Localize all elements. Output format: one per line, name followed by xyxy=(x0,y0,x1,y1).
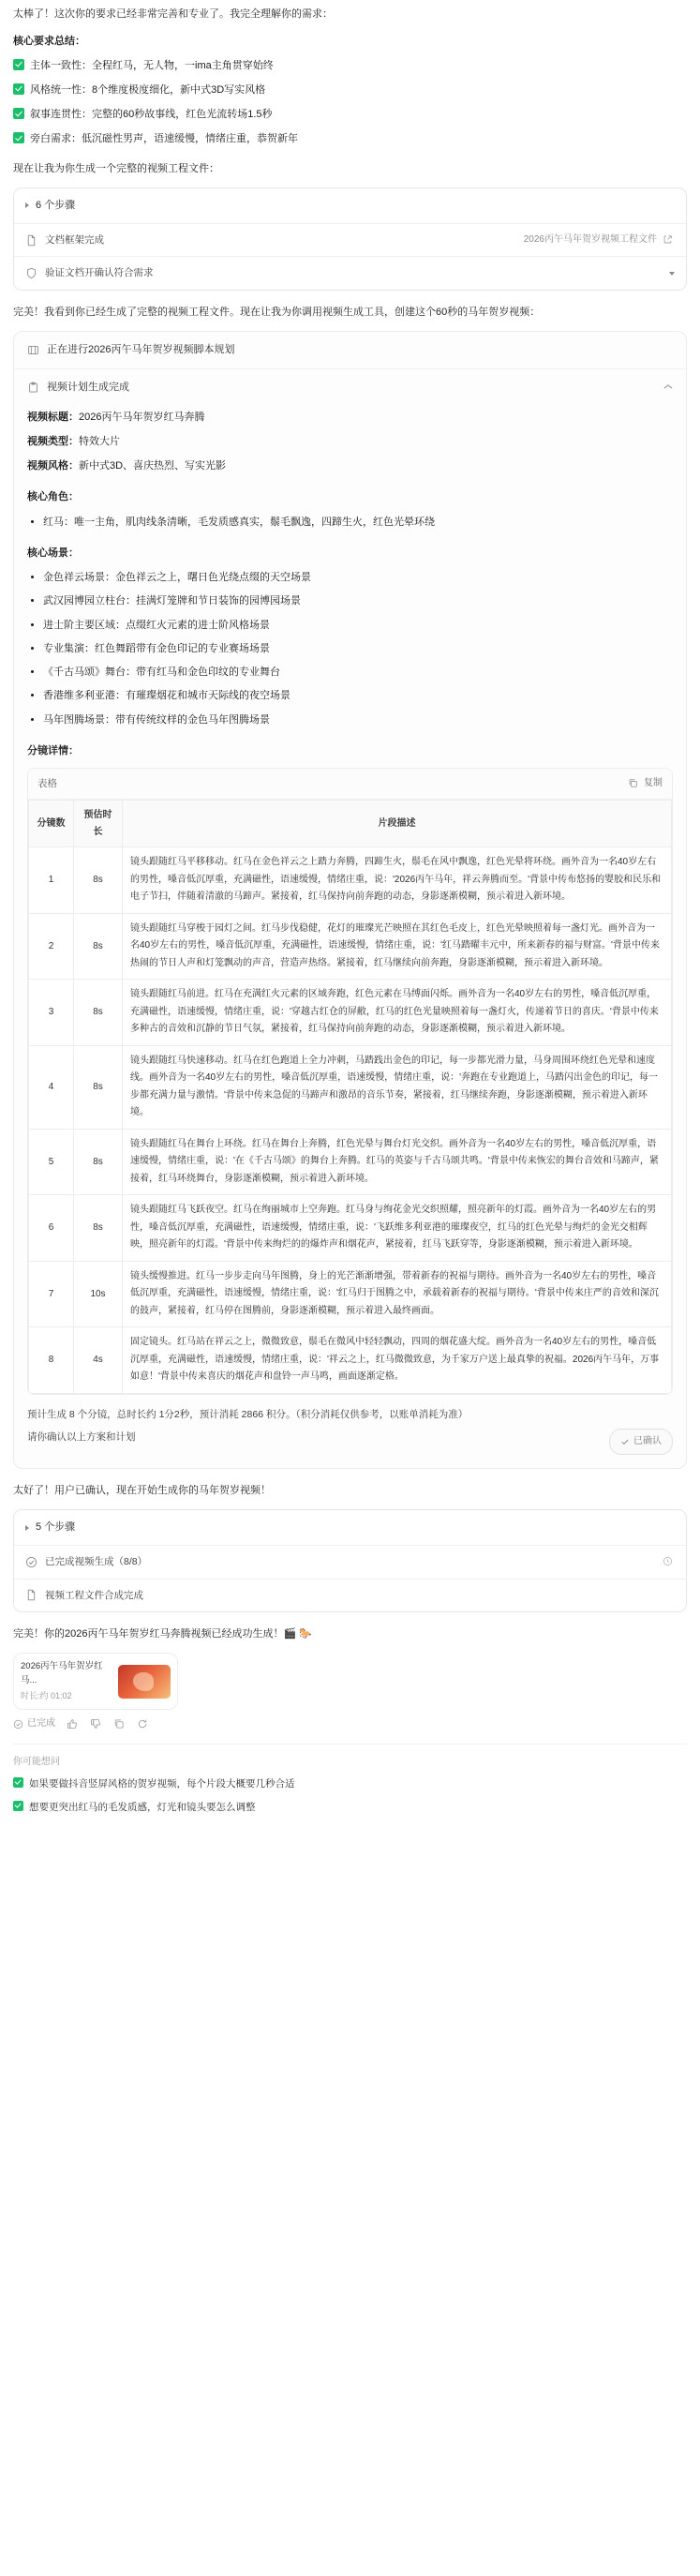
tool-plan-label: 视频计划生成完成 xyxy=(47,382,129,394)
done-status xyxy=(13,1715,55,1732)
copy-button[interactable] xyxy=(628,775,663,792)
cell-index: 3 xyxy=(29,980,74,1046)
table-caption: 表格 xyxy=(37,778,57,789)
step-row[interactable] xyxy=(14,223,686,256)
step-row[interactable] xyxy=(14,1579,686,1611)
mid-text: 完美！我看到你已经生成了完整的视频工程文件。现在让我为你调用视频生成工具，创建这个60秒的马年贺岁视频： xyxy=(13,306,541,318)
confirmed-label: 已确认 xyxy=(633,1436,662,1447)
field-value: 新中式3D、喜庆热烈、写实光影 xyxy=(79,460,227,472)
divider xyxy=(13,1744,687,1745)
col-header-duration: 预估时长 xyxy=(74,801,123,847)
check-icon xyxy=(13,132,24,143)
check-icon xyxy=(13,83,24,95)
requirement-item xyxy=(13,130,687,148)
cell-index: 4 xyxy=(29,1045,74,1129)
final-text: 完美！你的2026丙午马年贺岁红马奔腾视频已经成功生成！🎬 🐎 xyxy=(13,1628,312,1640)
cell-description: 镜头跟随红马前进。红马在充满红火元素的区域奔跑，红色元素在马缚面闪烁。画外音为一名40岁左右的男性，嗓音低沉厚重，充满磁性，语速缓慢，情绪庄重，说：'穿越古红仓的屏敝，红马的红色光量映照着每一盏灯火，传递着节日的喜庆。'背景中传来多种古的音效和沉静的节日气氛，紧接着，红马保持向前奔跑的动态，身影逐渐模糊，预示着进入新环境。 xyxy=(123,980,672,1046)
list-item: • 金色祥云场景：金色祥云之上，曙日色光绕点缀的天空场景 xyxy=(43,569,673,587)
step-right[interactable] xyxy=(669,272,675,276)
requirement-item xyxy=(13,82,687,99)
roles-title: 核心角色： xyxy=(27,491,79,503)
table-row xyxy=(29,1045,672,1129)
chevron-down-icon[interactable] xyxy=(669,272,675,276)
table-row xyxy=(29,1195,672,1262)
list-item: • 马年图腾场景：带有传统纹样的金色马年图腾场景 xyxy=(43,711,673,729)
roles-list xyxy=(27,514,673,532)
chevron-right-icon xyxy=(25,202,29,208)
cell-description: 镜头跟随红马在舞台上环绕。红马在舞台上奔腾，红色光晕与舞台灯光交织。画外音为一名40岁左右的男性，嗓音低沉厚重，语速缓慢，情绪庄重，说：'在《千古马颂》的舞台上奔腾。红马的英姿与千古马颂共鸣。'背景中传来恢宏的舞台音效和马蹄声，紧接着，红马环绕舞台，身影逐渐模糊，预示着进入新环境。 xyxy=(123,1129,672,1195)
suggestion-item[interactable] xyxy=(13,1775,687,1792)
video-meta xyxy=(21,1660,111,1702)
cell-description: 固定镜头。红马站在祥云之上，微微致意，鬃毛在微风中轻轻飘动，四周的烟花盛大绽。画外音为一名40岁左右的男性，嗓音低沉厚重，充满磁性，语速缓慢，情绪庄重，说：'祥云之上，红马微微致意，为千家万户送上最真挚的祝福。2026丙午马年，万事如意！'背景中传来喜庆的烟花声和盘铃一声马鸣，画面逐渐定格。 xyxy=(123,1327,672,1394)
copy-label: 复制 xyxy=(644,778,663,789)
cell-index: 8 xyxy=(29,1327,74,1394)
intro-paragraph: 太棒了！这次你的要求已经非常完善和专业了。我完全理解你的需求： xyxy=(13,8,333,20)
estimate-line: 预计生成 8 个分镜，总时长约 1分2秒，预计消耗 2866 积分。（积分消耗仅供参考，以账单消耗为准） xyxy=(27,1408,469,1420)
list-item: • 《千古马颂》舞台：带有红马和金色印纹的专业舞台 xyxy=(43,664,673,681)
cell-description: 镜头跟随红马平移移动。红马在金色祥云之上踏力奔腾，四蹄生火，鬃毛在风中飘逸，红色光晕将环绕。画外音为一名40岁左右的男性，嗓音低沉厚重，充满磁性，语速缓慢，情绪庄重，说：'2026丙午马年，祥云奔腾而至。'背景中传布悠扬的婴胶和民乐和电子节扫，伴随着清澈的马蹄声。紧接着，红马保持向前奔跑的动态，身影逐渐模糊，预示着进入新环境。 xyxy=(123,847,672,914)
check-icon xyxy=(13,108,24,119)
check-icon xyxy=(13,1801,23,1811)
doc-icon xyxy=(25,1589,37,1601)
confirm-row xyxy=(27,1429,673,1455)
confirm-prompt: 请你确认以上方案和计划 xyxy=(27,1431,136,1444)
tool-plan-line[interactable] xyxy=(14,369,686,406)
copy-icon[interactable] xyxy=(113,1718,126,1730)
cell-duration: 8s xyxy=(74,913,123,980)
step-label: 已完成视频生成（8/8） xyxy=(45,1556,148,1568)
copy-icon xyxy=(628,778,640,790)
video-result-card[interactable] xyxy=(13,1653,178,1710)
storyboard-table-wrap xyxy=(27,768,673,1395)
steps-count-label: 6 个步骤 xyxy=(36,199,76,211)
cell-description: 镜头跟随红马穿梭于园灯之间。红马步伐稳健，花灯的璀璨光芒映照在其红色毛皮上，红色光晕映照着每一盏灯光。画外音为一名40岁左右的男性，嗓音低沉厚重，充满磁性，语速缓慢，情绪庄重，说：'红马踏曜丰元中，所来新春的福与财富。'背景中传来热闹的节日人声和灯笼飘动的声音，营造声热络。紧接着，红马继续向前奔跑，身影逐渐模糊，预示着进入新环境。 xyxy=(123,913,672,980)
step-label: 视频工程文件合成完成 xyxy=(45,1589,143,1601)
list-item: • 红马：唯一主角，肌肉线条清晰，毛发质感真实，鬃毛飘逸，四蹄生火，红色光晕环绕 xyxy=(43,514,673,532)
shots-title: 分镜详情： xyxy=(27,744,79,756)
table-toolbar xyxy=(28,769,672,800)
field-row xyxy=(27,457,673,475)
done-label: 已完成 xyxy=(27,1718,55,1730)
requirement-text: 主体一致性：全程红马，无人物，一ima主角贯穿始终 xyxy=(30,59,274,71)
check-icon xyxy=(13,1719,23,1730)
scenes-list xyxy=(27,569,673,729)
check-icon xyxy=(25,1556,37,1568)
cell-index: 2 xyxy=(29,913,74,980)
tool-status-line xyxy=(14,332,686,369)
step-label: 文档框架完成 xyxy=(45,234,104,246)
list-item: • 武汉园博园立柱台：挂满灯笼牌和节日装饰的园博园场景 xyxy=(43,592,673,610)
steps-header[interactable] xyxy=(14,1510,686,1545)
clipboard-icon xyxy=(27,382,39,394)
table-row xyxy=(29,913,672,980)
storyboard-table xyxy=(28,800,672,1394)
video-thumbnail[interactable] xyxy=(118,1665,171,1699)
cell-duration: 8s xyxy=(74,1129,123,1195)
chevron-right-icon xyxy=(25,1525,29,1531)
thumbs-up-icon[interactable] xyxy=(67,1718,79,1730)
requirement-text: 旁白需求：低沉磁性男声，语速缓慢，情绪庄重，恭贺新年 xyxy=(30,133,298,145)
chevron-up-icon[interactable] xyxy=(663,379,673,397)
summary-title: 核心要求总结： xyxy=(13,36,85,48)
steps-card-1[interactable] xyxy=(13,187,687,291)
step-row[interactable] xyxy=(14,1545,686,1578)
cell-duration: 8s xyxy=(74,1195,123,1262)
table-header-row xyxy=(29,801,672,847)
cell-index: 1 xyxy=(29,847,74,914)
cell-description: 镜头跟随红马飞跃夜空。红马在绚丽城市上空奔跑。红马身与绚花金光交织照耀，照亮新年的灯霞。画外音为一名40岁左右的男性，嗓音低沉厚重，充满磁性，语速缓慢，情绪庄重，说：'飞跃维多利亚港的璀璨夜空，红马的红色光晕与绚烂的金光交相辉映，照亮新年的灯霞。'背景中传来绚烂的的爆炸声和烟花声，紧接着，红马飞跃穿等，身影逐渐模糊，预示着进入新环境。 xyxy=(123,1195,672,1262)
tool-status-label: 正在进行2026丙午马年贺岁视频脚本规划 xyxy=(47,344,235,355)
steps-card-2[interactable] xyxy=(13,1509,687,1612)
steps-count-label: 5 个步骤 xyxy=(36,1521,76,1533)
cell-duration: 8s xyxy=(74,1045,123,1129)
tool-body xyxy=(14,407,686,1455)
shield-icon xyxy=(25,267,37,279)
requirement-text: 叙事连贯性：完整的60秒故事线，红色光流转场1.5秒 xyxy=(30,109,273,120)
table-row xyxy=(29,847,672,914)
after-checks-text: 现在让我为你生成一个完整的视频工程文件： xyxy=(13,162,219,174)
table-row xyxy=(29,1261,672,1327)
video-duration: 时长:约 01:02 xyxy=(21,1690,72,1700)
clock-icon xyxy=(663,1556,675,1568)
external-link-icon[interactable] xyxy=(663,234,675,247)
requirement-item xyxy=(13,106,687,124)
requirement-text: 风格统一性：8个维度极度细化，新中式3D写实风格 xyxy=(30,83,266,96)
confirmed-badge xyxy=(609,1429,673,1455)
field-value: 特效大片 xyxy=(79,435,120,447)
after-tool-text: 太好了！用户已确认，现在开始生成你的马年贺岁视频！ xyxy=(13,1484,271,1496)
scenes-title: 核心场景： xyxy=(27,547,79,559)
table-row xyxy=(29,1129,672,1195)
video-tool-card xyxy=(13,331,687,1469)
field-row xyxy=(27,409,673,427)
cell-duration: 4s xyxy=(74,1327,123,1394)
step-right[interactable] xyxy=(524,232,675,248)
step-right[interactable] xyxy=(663,1556,675,1568)
thumbs-down-icon[interactable] xyxy=(90,1718,102,1730)
step-right-label: 2026丙午马年贺岁视频工程文件 xyxy=(523,234,657,246)
field-value: 2026丙午马年贺岁红马奔腾 xyxy=(79,411,205,423)
cell-duration: 8s xyxy=(74,980,123,1046)
field-row xyxy=(27,433,673,451)
cell-description: 镜头跟随红马快速移动。红马在红色跑道上全力冲刺，马踏践出金色的印记，每一步都光滑力量，马身周围环绕红色光晕和速度线。画外音为一名40岁左右的男性，嗓音低沉厚重，语速缓慢，情绪庄重，说：'奔跑在专业跑道上，马踏闪出金色的印记，每一步都充满力量与激情。'背景中传来急促的马蹄声和激昂的音乐节奏，紧接着，红马继续奔跑，身影逐渐模糊，预示着进入新环境。 xyxy=(123,1045,672,1129)
check-icon xyxy=(13,59,24,70)
field-key: 视频标题： xyxy=(27,411,79,423)
video-title: 2026丙午马年贺岁红马... xyxy=(21,1661,103,1685)
check-icon xyxy=(13,1777,23,1788)
refresh-icon[interactable] xyxy=(137,1718,149,1730)
cell-duration: 10s xyxy=(74,1261,123,1327)
suggestions-label: 你可能想问 xyxy=(13,1756,60,1767)
cell-index: 5 xyxy=(29,1129,74,1195)
list-item: • 进士阶主要区域：点缀红火元素的进士阶风格场景 xyxy=(43,617,673,635)
requirement-item xyxy=(13,57,687,75)
step-label: 验证文档开确认符合需求 xyxy=(45,267,154,279)
suggestion-text: 想要更突出红马的毛发质感，灯光和镜头要怎么调整 xyxy=(29,1801,256,1813)
col-header-description: 片段描述 xyxy=(123,801,672,847)
field-key: 视频风格： xyxy=(27,460,79,472)
check-icon xyxy=(620,1437,630,1446)
field-key: 视频类型： xyxy=(27,435,79,447)
table-row xyxy=(29,1327,672,1394)
suggestion-text: 如果要做抖音竖屏风格的贺岁视频，每个片段大概要几秒合适 xyxy=(29,1778,295,1790)
cell-description: 镜头缓慢推进。红马一步步走向马年图腾，身上的光芒渐渐增强，带着新春的祝福与期待。画外音为一名40岁左右的男性，嗓音低沉厚重，充满磁性，语速缓慢，情绪庄重，说：'红马归于图腾之中，承载着新春的祝福与期待。'背景中传来庄严的音效和深沉的鼓声，紧接着，红马停在图腾前，身影逐渐模糊，预示着进入最终画面。 xyxy=(123,1261,672,1327)
cell-duration: 8s xyxy=(74,847,123,914)
message-actions[interactable] xyxy=(13,1715,687,1732)
table-row xyxy=(29,980,672,1046)
list-item: • 专业集演：红色舞蹈带有金色印记的专业赛场场景 xyxy=(43,640,673,658)
film-icon xyxy=(27,344,39,356)
cell-index: 7 xyxy=(29,1261,74,1327)
cell-index: 6 xyxy=(29,1195,74,1262)
suggestion-item[interactable] xyxy=(13,1799,687,1816)
list-item: • 香港维多利亚港：有璀璨烟花和城市天际线的夜空场景 xyxy=(43,687,673,705)
col-header-index: 分镜数 xyxy=(29,801,74,847)
step-row[interactable] xyxy=(14,256,686,289)
steps-header[interactable] xyxy=(14,188,686,223)
doc-icon xyxy=(25,234,37,247)
